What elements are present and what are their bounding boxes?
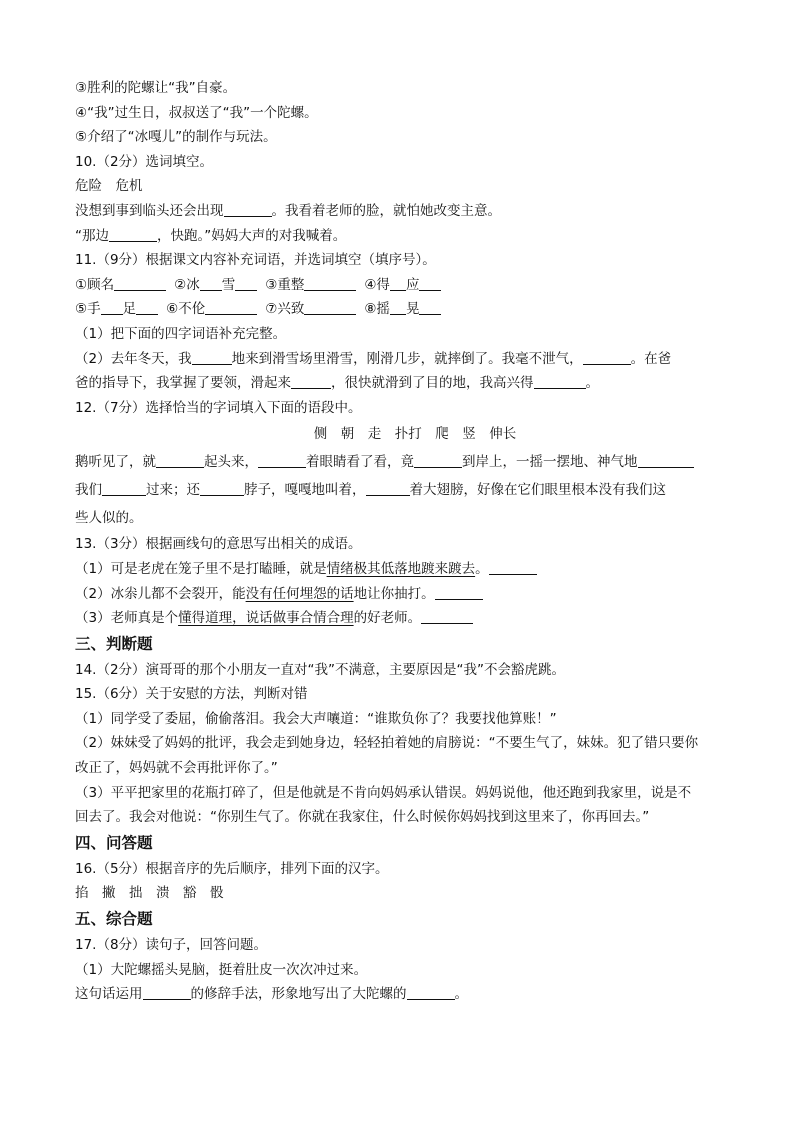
answer-blank[interactable]	[114, 275, 166, 291]
q12-header: 12.（7分）选择恰当的字词填入下面的语段中。	[75, 399, 362, 416]
q17-part-1-answer: 这句话运用 的修辞手法，形象地写出了大陀螺的 。	[75, 986, 468, 1003]
answer-blank[interactable]	[419, 299, 441, 315]
answer-blank[interactable]	[235, 275, 257, 291]
q10-header: 10.（2分）选词填空。	[75, 153, 214, 170]
answer-blank[interactable]	[304, 299, 356, 315]
q12-passage-line-2: 我们 过来；还 脖子，嘎嘎地叫着， 着大翅膀，好像在它们眼里根本没有我们这	[75, 482, 666, 499]
q17-header: 17.（8分）读句子，回答问题。	[75, 937, 268, 954]
answer-blank[interactable]	[390, 299, 406, 315]
section-4-title: 四、问答题	[75, 833, 153, 852]
q13-sentence-2: （2）冰尜儿都不会裂开，能没有任何埋怨的话地让你抽打。	[75, 582, 725, 607]
answer-blank[interactable]	[407, 984, 455, 1000]
answer-blank[interactable]	[102, 480, 146, 496]
answer-blank[interactable]	[534, 373, 586, 389]
q11-part-2-line-1: （2）去年冬天，我 地来到滑雪场里滑雪，刚滑几步，就摔倒了。我毫不泄气， 。在爸	[75, 350, 672, 367]
answer-blank[interactable]	[205, 299, 257, 315]
q17-part-1: （1）大陀螺摇头晃脑，挺着肚皮一次次冲过来。	[75, 961, 368, 978]
answer-blank[interactable]	[200, 275, 222, 291]
answer-blank[interactable]	[583, 349, 631, 365]
q9-item-5: ⑤介绍了“冰嘎儿”的制作与玩法。	[75, 129, 277, 146]
q10-sentence-2: “那边 ，快跑。”妈妈大声的对我喊着。	[75, 227, 347, 244]
q11-header: 11.（9分）根据课文内容补充词语，并选词填空（填序号）。	[75, 252, 436, 269]
answer-blank[interactable]	[414, 452, 462, 468]
exam-page	[75, 76, 725, 1007]
underlined-phrase: 情绪极其低落地踱来踱去	[326, 560, 476, 577]
answer-blank[interactable]	[366, 480, 410, 496]
q9-item-3: ③胜利的陀螺让“我”自豪。	[75, 80, 237, 96]
q9-item-4: ④“我”过生日，叔叔送了“我”一个陀螺。	[75, 104, 318, 121]
answer-blank[interactable]	[291, 373, 331, 389]
section-5-title: 五、综合题	[75, 910, 153, 929]
q11-part-2-line-2: 爸的指导下，我掌握了要领，滑起来 ，很快就滑到了目的地，我高兴得 。	[75, 375, 599, 392]
answer-blank[interactable]	[421, 608, 473, 624]
q13-sentence-1: （1）可是老虎在笼子里不是打瞌睡，就是情绪极其低落地踱来踱去。	[75, 557, 725, 582]
section-3-title: 三、判断题	[75, 634, 153, 653]
q10-sentence-1: 没想到事到临头还会出现 。我看着老师的脸，就怕她改变主意。	[75, 202, 501, 219]
q12-passage-line-3: 些人似的。	[75, 510, 143, 527]
answer-blank[interactable]	[136, 299, 158, 315]
answer-blank[interactable]	[143, 984, 191, 1000]
answer-blank[interactable]	[638, 452, 694, 468]
answer-blank[interactable]	[390, 275, 406, 291]
q12-word-bank: 侧 朝 走 扑打 爬 竖 伸长	[313, 426, 517, 443]
underlined-phrase: 懂得道理，说话做事合情合理	[178, 610, 354, 627]
answer-blank[interactable]	[224, 201, 272, 217]
q15-header: 15.（6分）关于安慰的方法，判断对错	[75, 686, 308, 703]
q11-word-row-1: ①顾名 ②冰 雪 ③重整 ④得 应	[75, 273, 725, 298]
underlined-phrase: 没有任何埋怨的话	[245, 585, 354, 602]
answer-blank[interactable]	[109, 226, 157, 242]
q12-passage-line-1: 鹅听见了，就 起头来， 着眼睛看了看，竟 到岸上，一摇一摆地、神气地	[75, 448, 725, 476]
answer-blank[interactable]	[435, 584, 483, 600]
q15-part-3-line-2: 回去了。我会对他说：“你别生气了。你就在我家住，什么时候你妈妈找到这里来了，你再回去。”	[75, 809, 650, 826]
q15-part-2-line-1: （2）妹妹受了妈妈的批评，我会走到她身边，轻轻拍着她的肩膀说：“不要生气了，妹妹。犯了错只要你	[75, 735, 699, 752]
q15-part-1: （1）同学受了委屈，偷偷落泪。我会大声嚷道：“谁欺负你了？我要找他算账！”	[75, 710, 557, 727]
answer-blank[interactable]	[258, 452, 306, 468]
q14-text: 14.（2分）演哥哥的那个小朋友一直对“我”不满意，主要原因是“我”不会豁虎跳。	[75, 661, 566, 678]
answer-blank[interactable]	[304, 275, 356, 291]
q11-word-row-2: ⑤手 足 ⑥不伦 ⑦兴致 ⑧摇 晃	[75, 297, 725, 322]
q13-header: 13.（3分）根据画线句的意思写出相关的成语。	[75, 536, 362, 553]
answer-blank[interactable]	[419, 275, 441, 291]
answer-blank[interactable]	[192, 349, 232, 365]
answer-blank[interactable]	[101, 299, 123, 315]
q13-sentence-3: （3）老师真是个懂得道理，说话做事合情合理的好老师。	[75, 606, 725, 631]
answer-blank[interactable]	[489, 559, 537, 575]
q16-header: 16.（5分）根据音序的先后顺序，排列下面的汉字。	[75, 860, 389, 877]
q15-part-2-line-2: 改正了，妈妈就不会再批评你了。”	[75, 760, 278, 777]
q16-characters: 掐 撇 拙 溃 豁 骰	[75, 885, 224, 902]
answer-blank[interactable]	[200, 480, 244, 496]
q11-part-1: （1）把下面的四字词语补充完整。	[75, 325, 287, 342]
q15-part-3-line-1: （3）平平把家里的花瓶打碎了，但是他就是不肯向妈妈承认错误。妈妈说他，他还跑到我家里，说是不	[75, 784, 692, 801]
answer-blank[interactable]	[156, 452, 204, 468]
q10-word-options: 危险 危机	[75, 178, 143, 195]
